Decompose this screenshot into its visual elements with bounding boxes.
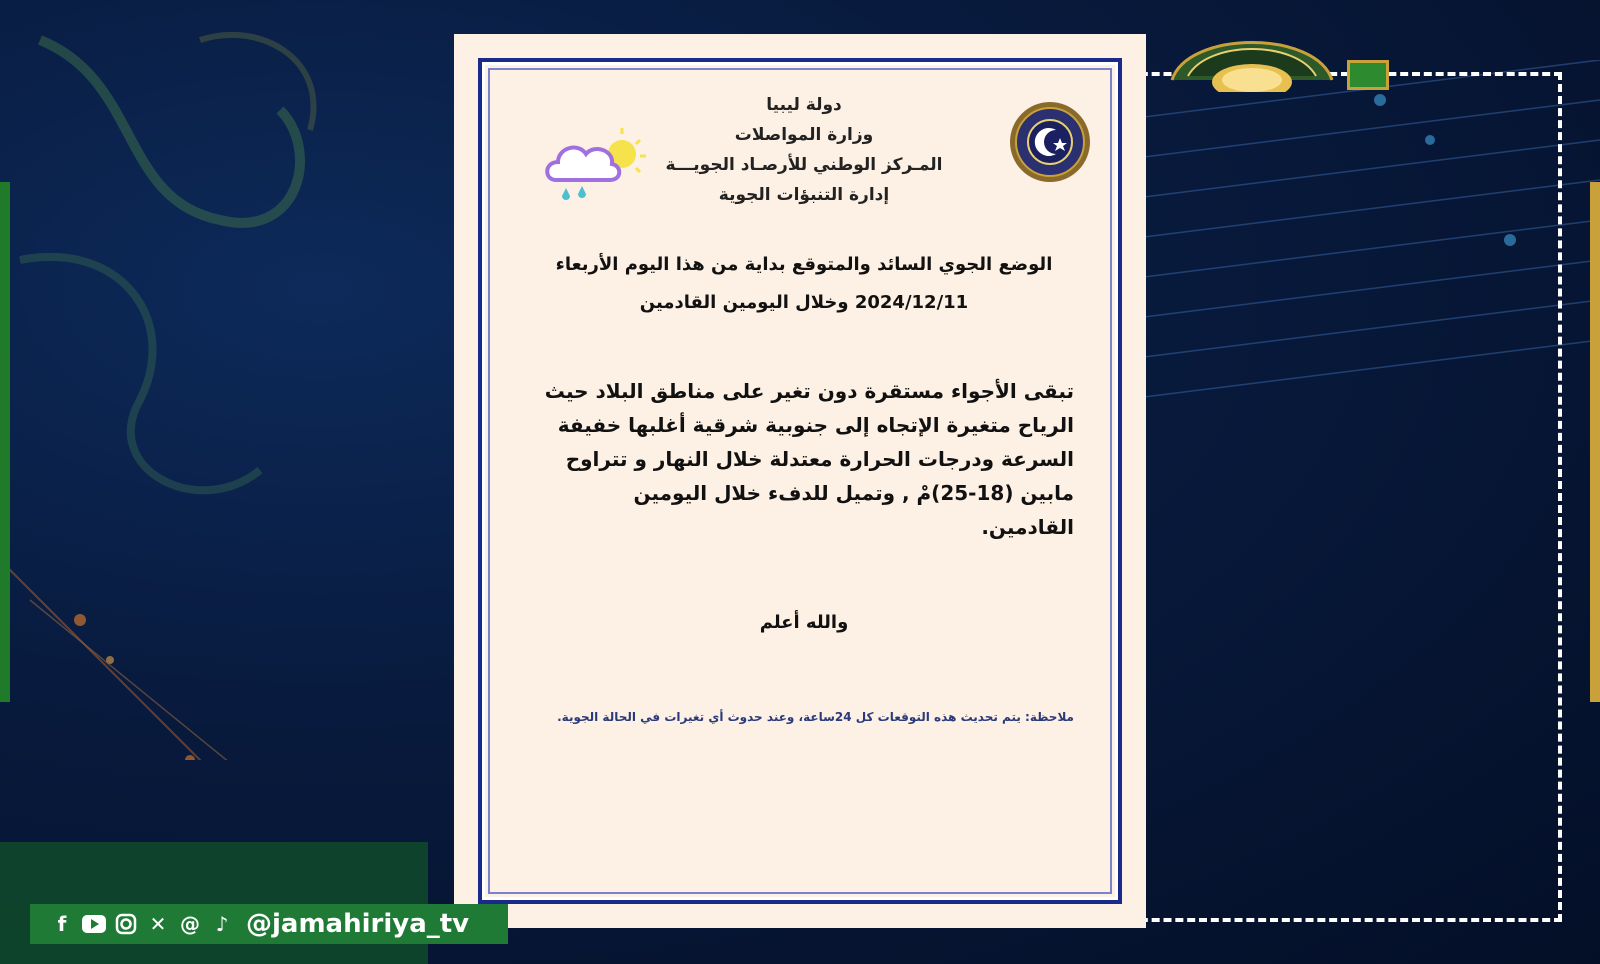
document-header: [654, 90, 954, 210]
header-center: المـركز الوطني للأرصـاد الجويـــة: [665, 155, 943, 175]
dashed-frame: [1128, 72, 1562, 922]
title-line-2: 2024/12/11 وخلال اليومين القادمين: [639, 292, 969, 313]
header-country: دولة ليبيا: [766, 95, 842, 115]
header-ministry: وزارة المواصلات: [734, 125, 874, 145]
bulletin-title: [534, 246, 1074, 322]
social-bar-background: [0, 842, 428, 964]
left-accent-bar: [0, 182, 10, 702]
youtube-icon[interactable]: [82, 912, 106, 936]
x-icon[interactable]: ✕: [149, 912, 167, 936]
right-accent-bar: [1590, 182, 1600, 702]
green-badge: [1347, 60, 1389, 90]
tiktok-icon[interactable]: ♪: [215, 912, 229, 936]
forecast-body: تبقى الأجواء مستقرة دون تغير على مناطق البلاد حيث الرياح متغيرة الإتجاه إلى جنوبية شرقية أغلبها خفيفة السرعة ودرجات الحرارة معتدلة خلال النهار و تتراوح مابين (18-25)مْ , وتميل للدفء خلال اليومين القادمين.: [544, 379, 1074, 539]
instagram-icon[interactable]: [114, 912, 138, 936]
channel-emblem-logo: [1168, 10, 1336, 92]
rain-cloud-sun-icon: [542, 118, 652, 206]
title-line-1: الوضع الجوي السائد والمتوقع بداية من هذا اليوم الأربعاء: [555, 254, 1053, 275]
threads-icon[interactable]: @: [180, 912, 200, 936]
channel-handle[interactable]: @jamahiriya_tv: [246, 909, 470, 939]
background-swirl-decoration: [0, 0, 430, 760]
social-bar: [30, 904, 508, 944]
header-department: إدارة التنبؤات الجوية: [718, 185, 890, 205]
facebook-icon[interactable]: f: [57, 912, 67, 936]
update-note: ملاحظة: يتم تحديث هذه التوقعات كل 24ساعة، وعند حدوث أي تغيرات في الحالة الجوية.: [557, 710, 1074, 724]
libya-emblem-seal: [1008, 100, 1092, 184]
closing-phrase: والله أعلم: [759, 612, 849, 633]
weather-bulletin-document: [454, 34, 1146, 928]
